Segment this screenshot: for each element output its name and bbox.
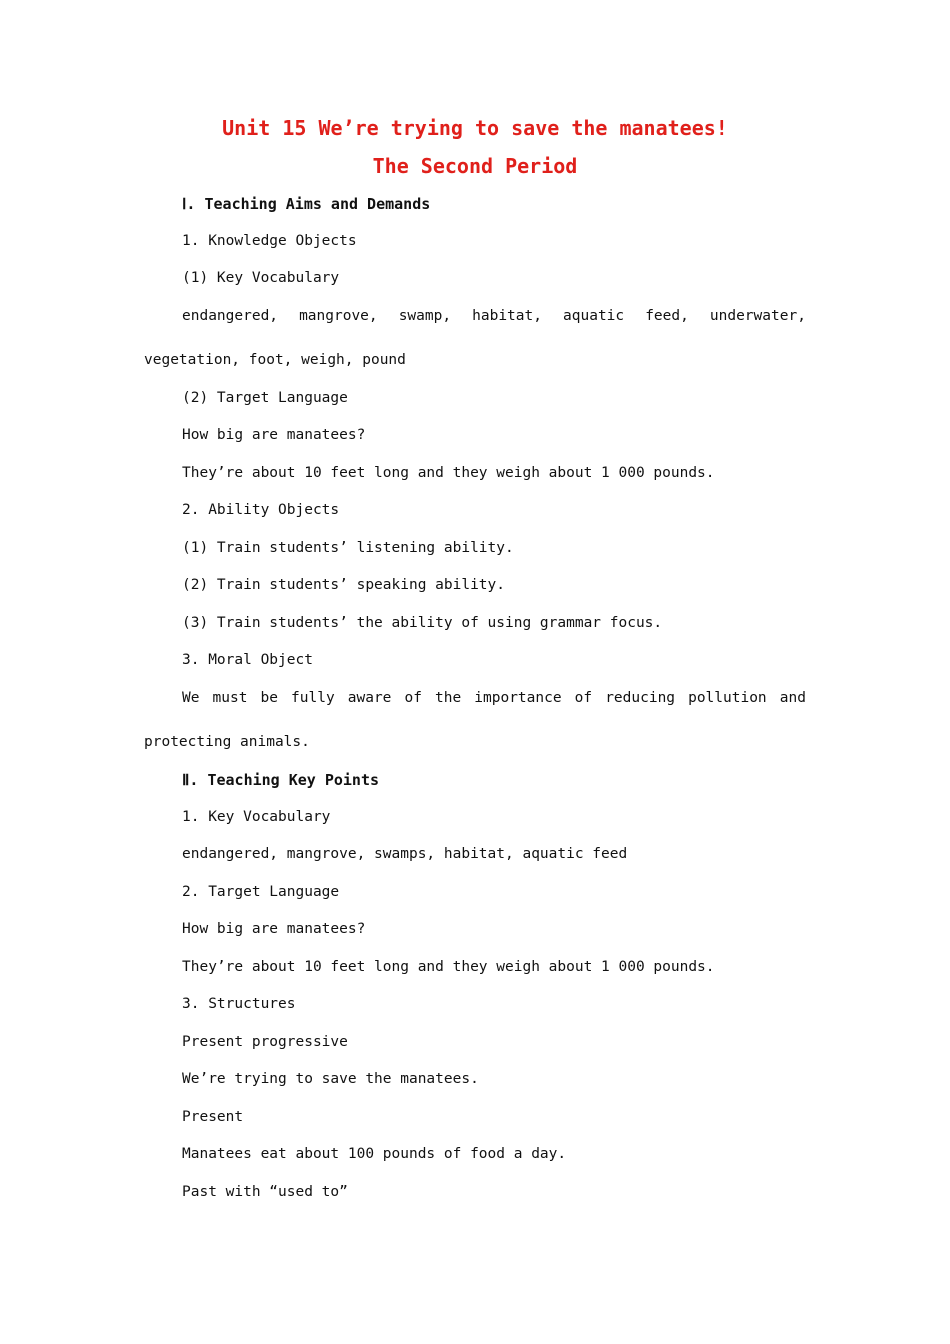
target-question: How big are manatees? bbox=[182, 921, 366, 937]
moral-word: the bbox=[435, 690, 462, 706]
ability-item: (1) Train students’ listening ability. bbox=[182, 540, 514, 556]
section-heading-key-points: Ⅱ. Teaching Key Points bbox=[182, 771, 380, 789]
moral-word: reducing bbox=[605, 690, 676, 706]
knowledge-objects-label: 1. Knowledge Objects bbox=[182, 233, 357, 249]
moral-line bbox=[182, 690, 806, 706]
vocab-word: aquatic bbox=[563, 308, 625, 324]
vocab-word: endangered, bbox=[182, 308, 279, 324]
vocab-continued: vegetation, foot, weigh, pound bbox=[144, 352, 406, 368]
structure-past-used-to: Past with “used to” bbox=[182, 1184, 348, 1200]
target-language-label: (2) Target Language bbox=[182, 390, 348, 406]
key-vocab-line: endangered, mangrove, swamps, habitat, aquatic feed bbox=[182, 846, 628, 862]
key-vocabulary-label: (1) Key Vocabulary bbox=[182, 270, 340, 286]
section-heading-aims: Ⅰ. Teaching Aims and Demands bbox=[182, 195, 431, 213]
vocab-word: feed, bbox=[645, 308, 689, 324]
moral-word: aware bbox=[347, 690, 392, 706]
document-subtitle: The Second Period bbox=[372, 154, 578, 178]
ability-item: (2) Train students’ speaking ability. bbox=[182, 577, 506, 593]
vocab-word: underwater, bbox=[709, 308, 806, 324]
ability-item: (3) Train students’ the ability of using grammar focus. bbox=[182, 615, 663, 631]
target-answer: They’re about 10 feet long and they weigh about 1 000 pounds. bbox=[182, 959, 715, 975]
moral-word: pollution bbox=[688, 690, 767, 706]
target-answer: They’re about 10 feet long and they weigh about 1 000 pounds. bbox=[182, 465, 715, 481]
moral-word: fully bbox=[291, 690, 335, 706]
target-language-label: 2. Target Language bbox=[182, 884, 340, 900]
structures-label: 3. Structures bbox=[182, 996, 296, 1012]
moral-word: importance bbox=[474, 690, 562, 706]
document-title: Unit 15 We’re trying to save the manatees! bbox=[222, 116, 728, 140]
structure-example: We’re trying to save the manatees. bbox=[182, 1071, 479, 1087]
ability-objects-label: 2. Ability Objects bbox=[182, 502, 340, 518]
moral-continued: protecting animals. bbox=[144, 734, 310, 750]
key-vocabulary-label: 1. Key Vocabulary bbox=[182, 809, 331, 825]
moral-word: and bbox=[779, 690, 806, 706]
vocab-word: habitat, bbox=[472, 308, 542, 324]
structure-present-progressive: Present progressive bbox=[182, 1034, 348, 1050]
moral-word: must bbox=[212, 690, 248, 706]
vocab-line bbox=[182, 308, 806, 324]
structure-present: Present bbox=[182, 1109, 244, 1125]
moral-word: of bbox=[574, 690, 593, 706]
moral-word: be bbox=[260, 690, 278, 706]
structure-example: Manatees eat about 100 pounds of food a day. bbox=[182, 1146, 567, 1162]
vocab-word: swamp, bbox=[398, 308, 452, 324]
moral-word: We bbox=[182, 690, 200, 706]
moral-word: of bbox=[404, 690, 422, 706]
moral-object-label: 3. Moral Object bbox=[182, 652, 313, 668]
vocab-word: mangrove, bbox=[299, 308, 378, 324]
target-question: How big are manatees? bbox=[182, 427, 366, 443]
